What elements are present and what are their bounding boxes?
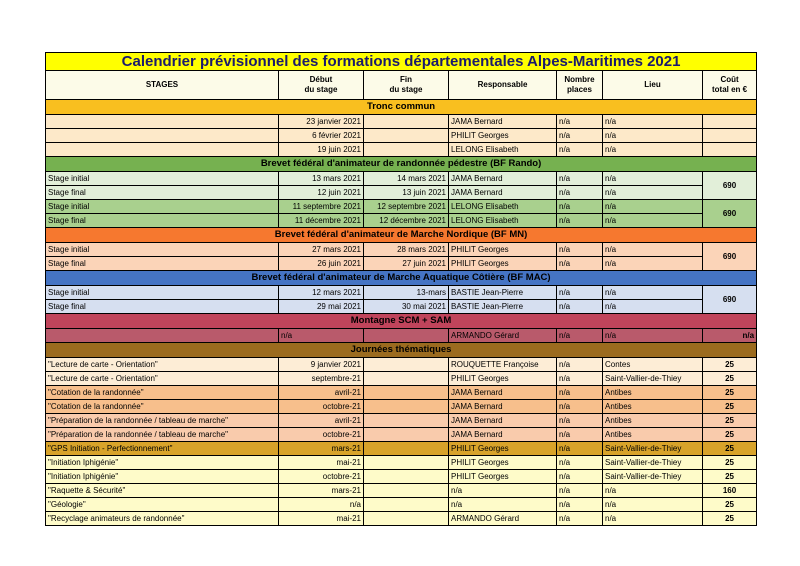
header-debut [279, 71, 364, 100]
section-title: Montagne SCM + SAM [46, 314, 757, 329]
places-cell: n/a [557, 143, 603, 157]
fin-cell: 13 juin 2021 [364, 186, 449, 200]
debut-cell: n/a [279, 329, 364, 343]
section-title: Tronc commun [46, 100, 757, 115]
section-title: Brevet fédéral d'animateur de randonnée pédestre (BF Rando) [46, 157, 757, 172]
stage-cell: "Initiation Iphigénie" [46, 456, 279, 470]
section-mn [46, 228, 757, 243]
page-title: Calendrier prévisionnel des formations départementales Alpes-Maritimes 2021 [46, 53, 757, 71]
debut-cell: 26 juin 2021 [279, 257, 364, 271]
table-row [46, 456, 757, 470]
lieu-cell: Antibes [603, 414, 703, 428]
lieu-cell: n/a [603, 214, 703, 228]
places-cell: n/a [557, 442, 603, 456]
responsable-cell: JAMA Bernard [449, 428, 557, 442]
cout-cell [703, 129, 757, 143]
responsable-cell: PHILIT Georges [449, 372, 557, 386]
header-fin [364, 71, 449, 100]
places-cell: n/a [557, 329, 603, 343]
table-row [46, 442, 757, 456]
responsable-cell: JAMA Bernard [449, 172, 557, 186]
debut-cell: n/a [279, 498, 364, 512]
section-title: Journées thématiques [46, 343, 757, 358]
cout-cell: 25 [703, 386, 757, 400]
debut-cell: septembre-21 [279, 372, 364, 386]
lieu-cell: n/a [603, 498, 703, 512]
cout-cell: 25 [703, 358, 757, 372]
debut-cell: 29 mai 2021 [279, 300, 364, 314]
places-cell: n/a [557, 286, 603, 300]
stage-cell: Stage final [46, 186, 279, 200]
fin-cell: 14 mars 2021 [364, 172, 449, 186]
cout-cell: 25 [703, 442, 757, 456]
fin-cell [364, 400, 449, 414]
stage-cell: "Préparation de la randonnée / tableau de marche" [46, 428, 279, 442]
responsable-cell: n/a [449, 484, 557, 498]
lieu-cell: n/a [603, 143, 703, 157]
lieu-cell: Saint-Vallier-de-Thiey [603, 372, 703, 386]
cout-cell: 25 [703, 456, 757, 470]
places-cell: n/a [557, 243, 603, 257]
lieu-cell: Antibes [603, 428, 703, 442]
places-cell: n/a [557, 498, 603, 512]
table-row [46, 484, 757, 498]
stage-cell [46, 143, 279, 157]
table-row [46, 414, 757, 428]
stage-cell: "Lecture de carte - Orientation" [46, 358, 279, 372]
header-cout-line2: total en € [711, 85, 748, 94]
header-stages: STAGES [46, 71, 279, 100]
debut-cell: octobre-21 [279, 400, 364, 414]
stage-cell [46, 115, 279, 129]
cout-cell: 160 [703, 484, 757, 498]
section-scm [46, 314, 757, 329]
fin-cell: 30 mai 2021 [364, 300, 449, 314]
table-row [46, 470, 757, 484]
places-cell: n/a [557, 257, 603, 271]
debut-cell: avril-21 [279, 414, 364, 428]
debut-cell: mai-21 [279, 512, 364, 526]
stage-cell: "Cotation de la randonnée" [46, 400, 279, 414]
places-cell: n/a [557, 456, 603, 470]
stage-cell: Stage initial [46, 172, 279, 186]
lieu-cell: n/a [603, 200, 703, 214]
responsable-cell: LELONG Elisabeth [449, 214, 557, 228]
stage-cell: Stage final [46, 300, 279, 314]
responsable-cell: PHILIT Georges [449, 243, 557, 257]
fin-cell: 13-mars [364, 286, 449, 300]
cout-cell: 25 [703, 372, 757, 386]
table-row [46, 386, 757, 400]
fin-cell [364, 428, 449, 442]
stage-cell: "Cotation de la randonnée" [46, 386, 279, 400]
fin-cell [364, 386, 449, 400]
table-row [46, 329, 757, 343]
fin-cell: 12 septembre 2021 [364, 200, 449, 214]
places-cell: n/a [557, 200, 603, 214]
lieu-cell: Antibes [603, 386, 703, 400]
stage-cell [46, 129, 279, 143]
header-cout-line1: Coût [720, 75, 739, 84]
table-row [46, 400, 757, 414]
lieu-cell: n/a [603, 186, 703, 200]
cout-cell: 25 [703, 498, 757, 512]
lieu-cell: n/a [603, 257, 703, 271]
fin-cell [364, 329, 449, 343]
places-cell: n/a [557, 400, 603, 414]
lieu-cell: n/a [603, 286, 703, 300]
cout-cell: 690 [703, 172, 757, 200]
stage-cell: "Préparation de la randonnée / tableau de marche" [46, 414, 279, 428]
calendar-sheet [45, 52, 756, 526]
debut-cell: octobre-21 [279, 470, 364, 484]
table-row [46, 115, 757, 129]
header-responsable: Responsable [449, 71, 557, 100]
table-row [46, 300, 757, 314]
debut-cell: mars-21 [279, 484, 364, 498]
lieu-cell: Saint-Vallier-de-Thiey [603, 442, 703, 456]
places-cell: n/a [557, 386, 603, 400]
header-fin-line2: du stage [389, 85, 423, 94]
responsable-cell: JAMA Bernard [449, 414, 557, 428]
fin-cell [364, 498, 449, 512]
debut-cell: 12 mars 2021 [279, 286, 364, 300]
table-row [46, 214, 757, 228]
cout-cell: n/a [703, 329, 757, 343]
fin-cell [364, 442, 449, 456]
table-row [46, 358, 757, 372]
lieu-cell: n/a [603, 129, 703, 143]
lieu-cell: n/a [603, 172, 703, 186]
responsable-cell: PHILIT Georges [449, 470, 557, 484]
responsable-cell: n/a [449, 498, 557, 512]
debut-cell: 19 juin 2021 [279, 143, 364, 157]
responsable-cell: JAMA Bernard [449, 186, 557, 200]
places-cell: n/a [557, 115, 603, 129]
fin-cell [364, 456, 449, 470]
fin-cell [364, 358, 449, 372]
table-row [46, 498, 757, 512]
responsable-cell: ARMANDO Gérard [449, 512, 557, 526]
places-cell: n/a [557, 186, 603, 200]
table-row [46, 143, 757, 157]
header-fin-line1: Fin [400, 75, 412, 84]
lieu-cell: n/a [603, 484, 703, 498]
places-cell: n/a [557, 172, 603, 186]
debut-cell: 13 mars 2021 [279, 172, 364, 186]
calendar-table [45, 52, 757, 526]
cout-cell: 25 [703, 400, 757, 414]
cout-cell: 25 [703, 414, 757, 428]
lieu-cell: n/a [603, 115, 703, 129]
debut-cell: 11 décembre 2021 [279, 214, 364, 228]
header-debut-line2: du stage [304, 85, 338, 94]
places-cell: n/a [557, 372, 603, 386]
cout-cell: 690 [703, 286, 757, 314]
debut-cell: octobre-21 [279, 428, 364, 442]
stage-cell: Stage initial [46, 200, 279, 214]
fin-cell [364, 512, 449, 526]
places-cell: n/a [557, 512, 603, 526]
cout-cell: 25 [703, 512, 757, 526]
table-row [46, 129, 757, 143]
lieu-cell: Antibes [603, 400, 703, 414]
table-row [46, 257, 757, 271]
stage-cell: "Raquette & Sécurité" [46, 484, 279, 498]
places-cell: n/a [557, 428, 603, 442]
lieu-cell: n/a [603, 512, 703, 526]
fin-cell: 28 mars 2021 [364, 243, 449, 257]
places-cell: n/a [557, 358, 603, 372]
stage-cell: Stage initial [46, 243, 279, 257]
cout-cell: 25 [703, 470, 757, 484]
places-cell: n/a [557, 129, 603, 143]
responsable-cell: BASTIE Jean-Pierre [449, 300, 557, 314]
section-journees [46, 343, 757, 358]
header-lieu: Lieu [603, 71, 703, 100]
responsable-cell: PHILIT Georges [449, 456, 557, 470]
responsable-cell: PHILIT Georges [449, 257, 557, 271]
stage-cell: "Géologie" [46, 498, 279, 512]
table-row [46, 286, 757, 300]
cout-cell [703, 143, 757, 157]
responsable-cell: LELONG Elisabeth [449, 200, 557, 214]
responsable-cell: PHILIT Georges [449, 129, 557, 143]
table-row [46, 172, 757, 186]
responsable-cell: JAMA Bernard [449, 115, 557, 129]
fin-cell [364, 115, 449, 129]
fin-cell [364, 470, 449, 484]
fin-cell [364, 143, 449, 157]
stage-cell: "Initiation Iphigénie" [46, 470, 279, 484]
debut-cell: 6 février 2021 [279, 129, 364, 143]
table-row [46, 243, 757, 257]
responsable-cell: ARMANDO Gérard [449, 329, 557, 343]
lieu-cell: Contes [603, 358, 703, 372]
fin-cell [364, 414, 449, 428]
header-nombre [557, 71, 603, 100]
responsable-cell: LELONG Elisabeth [449, 143, 557, 157]
cout-cell: 25 [703, 428, 757, 442]
header-nombre-line2: places [567, 85, 592, 94]
lieu-cell: Saint-Vallier-de-Thiey [603, 470, 703, 484]
fin-cell: 12 décembre 2021 [364, 214, 449, 228]
stage-cell: Stage initial [46, 286, 279, 300]
debut-cell: avril-21 [279, 386, 364, 400]
title-row [46, 53, 757, 71]
section-title: Brevet fédéral d'animateur de Marche Nordique (BF MN) [46, 228, 757, 243]
debut-cell: 23 janvier 2021 [279, 115, 364, 129]
responsable-cell: BASTIE Jean-Pierre [449, 286, 557, 300]
header-cout [703, 71, 757, 100]
fin-cell [364, 372, 449, 386]
stage-cell [46, 329, 279, 343]
debut-cell: 12 juin 2021 [279, 186, 364, 200]
header-debut-line1: Début [309, 75, 333, 84]
cout-cell: 690 [703, 243, 757, 271]
places-cell: n/a [557, 470, 603, 484]
debut-cell: 9 janvier 2021 [279, 358, 364, 372]
header-nombre-line1: Nombre [564, 75, 595, 84]
stage-cell: "Lecture de carte - Orientation" [46, 372, 279, 386]
cout-cell: 690 [703, 200, 757, 228]
debut-cell: 11 septembre 2021 [279, 200, 364, 214]
table-row [46, 200, 757, 214]
places-cell: n/a [557, 214, 603, 228]
places-cell: n/a [557, 484, 603, 498]
stage-cell: Stage final [46, 214, 279, 228]
fin-cell: 27 juin 2021 [364, 257, 449, 271]
header-row [46, 71, 757, 100]
section-title: Brevet fédéral d'animateur de Marche Aquatique Côtière (BF MAC) [46, 271, 757, 286]
table-row [46, 186, 757, 200]
table-row [46, 512, 757, 526]
responsable-cell: PHILIT Georges [449, 442, 557, 456]
stage-cell: Stage final [46, 257, 279, 271]
places-cell: n/a [557, 300, 603, 314]
responsable-cell: JAMA Bernard [449, 386, 557, 400]
stage-cell: "Recyclage animateurs de randonnée" [46, 512, 279, 526]
stage-cell: "GPS Initiation - Perfectionnement" [46, 442, 279, 456]
debut-cell: mars-21 [279, 442, 364, 456]
lieu-cell: Saint-Vallier-de-Thiey [603, 456, 703, 470]
table-row [46, 372, 757, 386]
debut-cell: mai-21 [279, 456, 364, 470]
debut-cell: 27 mars 2021 [279, 243, 364, 257]
lieu-cell: n/a [603, 243, 703, 257]
lieu-cell: n/a [603, 300, 703, 314]
section-rando [46, 157, 757, 172]
responsable-cell: ROUQUETTE Françoise [449, 358, 557, 372]
lieu-cell: n/a [603, 329, 703, 343]
cout-cell [703, 115, 757, 129]
fin-cell [364, 484, 449, 498]
section-mac [46, 271, 757, 286]
places-cell: n/a [557, 414, 603, 428]
section-tronc [46, 100, 757, 115]
fin-cell [364, 129, 449, 143]
responsable-cell: JAMA Bernard [449, 400, 557, 414]
table-row [46, 428, 757, 442]
